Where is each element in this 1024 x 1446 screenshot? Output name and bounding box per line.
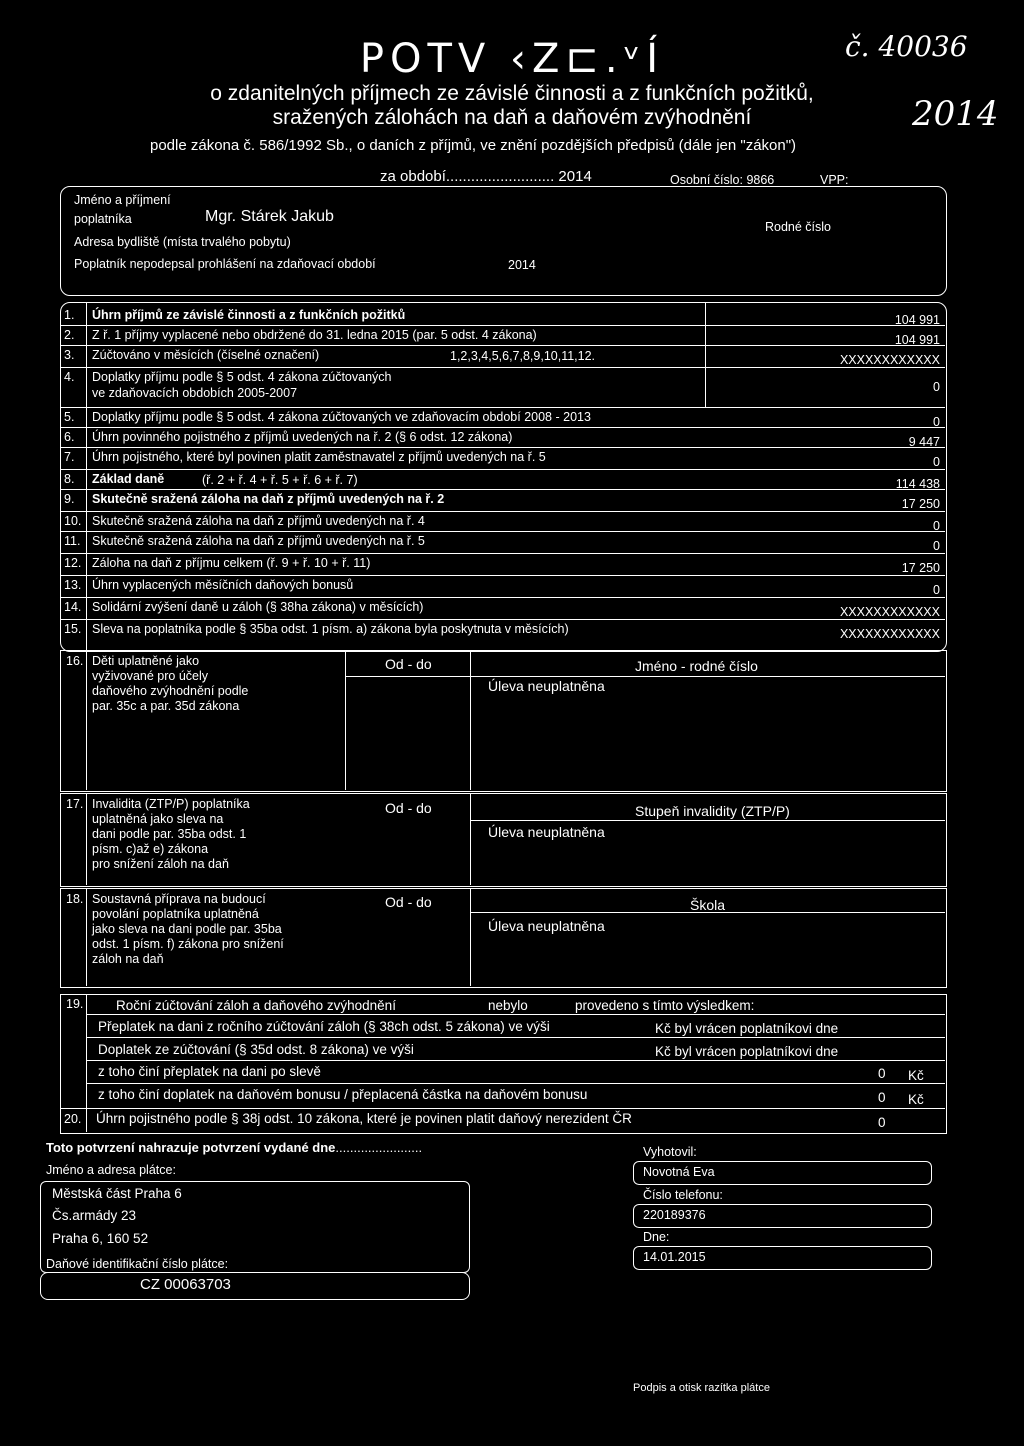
period-label: za období <box>380 168 446 185</box>
section-17-hline <box>470 820 945 821</box>
phone-value: 220189376 <box>643 1208 706 1222</box>
dic-label: Daňové identifikační číslo plátce: <box>46 1257 229 1271</box>
table-row-number: 9. <box>64 492 75 506</box>
section-19-status: nebylo <box>488 998 528 1013</box>
bonus-surcharge-text: z toho činí doplatek na daňovém bonusu / přeplacená částka na daňovém bonusu <box>98 1087 588 1102</box>
table-row-number: 15. <box>64 622 82 636</box>
table-row-number: 14. <box>64 600 82 614</box>
period-line <box>380 168 592 185</box>
made-by-value: Novotná Eva <box>643 1165 715 1179</box>
table-row-label: Úhrn příjmů ze závislé činnosti a z funkčních požitků <box>92 308 406 322</box>
table-row-number: 11. <box>64 534 81 548</box>
date-label: Dne: <box>643 1230 670 1244</box>
table-row-label: Solidární zvýšení daně u záloh (§ 38ha zákona) v měsících) <box>92 600 424 614</box>
section-17-relief: Úleva neuplatněna <box>488 824 605 840</box>
table-row-separator <box>60 427 945 428</box>
section-19-number: 19. <box>66 997 84 1011</box>
section-18-divider <box>86 888 87 986</box>
section-18-label-5: záloh na daň <box>92 952 164 966</box>
handwritten-year: 2014 <box>912 94 999 134</box>
section-16-hline <box>345 676 945 677</box>
section-20-hline <box>60 1108 945 1109</box>
section-17-label-1: Invalidita (ZTP/P) poplatníka <box>92 797 250 811</box>
period-year: 2014 <box>558 168 592 185</box>
dic-box <box>40 1272 470 1300</box>
table-row-number: 4. <box>64 370 75 384</box>
table-row-extra: (ř. 2 + ř. 4 + ř. 5 + ř. 6 + ř. 7) <box>202 473 358 487</box>
section-19-hline-3 <box>86 1060 945 1061</box>
section-17-label-5: pro snížení záloh na daň <box>92 857 229 871</box>
section-16-number: 16. <box>66 654 84 668</box>
table-row-number: 3. <box>64 348 75 362</box>
surcharge-returned: Kč byl vrácen poplatníkovi dne <box>655 1044 839 1059</box>
table-row-number: 2. <box>64 328 75 342</box>
section-19-hline-4 <box>86 1083 945 1084</box>
table-row-label: Z ř. 1 příjmy vyplacené nebo obdržené do 31. ledna 2015 (par. 5 odst. 4 zákona) <box>92 328 537 342</box>
table-row-separator <box>60 553 945 554</box>
section-18-number: 18. <box>66 892 84 906</box>
replaces-text: Toto potvrzení nahrazuje potvrzení vydané dne <box>46 1140 336 1155</box>
section-20-number: 20. <box>64 1112 82 1126</box>
section-20-text: Úhrn pojistného podle § 38j odst. 10 zákona, které je povinen platit daňový nerezident ČR <box>96 1111 632 1126</box>
table-row-value: 0 <box>933 519 940 533</box>
section-16-divider-3 <box>470 650 471 790</box>
table-row-separator <box>60 345 945 346</box>
table-row-extra: 1,2,3,4,5,6,7,8,9,10,11,12. <box>450 349 596 363</box>
table-row-number: 13. <box>64 578 82 592</box>
table-row-value: 0 <box>933 583 940 597</box>
section-16-label-2: vyživované pro účely <box>92 669 209 683</box>
section-18-divider-2 <box>470 888 471 986</box>
payer-line-3: Praha 6, 160 52 <box>52 1231 149 1246</box>
personal-number-value: 9866 <box>746 173 775 187</box>
section-16-name-column: Jméno - rodné číslo <box>635 658 758 674</box>
table-row-number: 1. <box>64 308 75 322</box>
section-17-divider <box>86 793 87 885</box>
made-by-label: Vyhotovil: <box>643 1145 697 1159</box>
section-17-label-2: uplatněná jako sleva na <box>92 812 224 826</box>
table-row-label: Úhrn pojistného, které byl povinen platit zaměstnavatel z příjmů uvedených na ř. 5 <box>92 450 546 464</box>
table-row-value: 17 250 <box>901 561 940 575</box>
tax-overpayment-currency: Kč <box>908 1068 924 1083</box>
birth-number-label: Rodné číslo <box>765 220 832 234</box>
table-row-value: 9 447 <box>908 435 940 449</box>
section-19-result: provedeno s tímto výsledkem: <box>575 998 755 1013</box>
declaration-label: Poplatník nepodepsal prohlášení na zdaňovací období <box>74 257 376 271</box>
section-19-text: Roční zúčtování záloh a daňového zvýhodnění <box>116 998 396 1013</box>
section-17-od-do: Od - do <box>385 800 432 816</box>
section-17-number: 17. <box>66 797 84 811</box>
phone-label: Číslo telefonu: <box>643 1188 723 1202</box>
bonus-surcharge-currency: Kč <box>908 1092 924 1107</box>
vpp-label: VPP: <box>820 173 849 187</box>
table-row-separator <box>60 511 945 512</box>
table-row-label: Úhrn vyplacených měsíčních daňových bonusů <box>92 578 354 592</box>
section-18-school-column: Škola <box>690 897 726 913</box>
overpayment-text: Přeplatek na dani z ročního zúčtování záloh (§ 38ch odst. 5 zákona) ve výši <box>98 1019 550 1034</box>
table-row-separator <box>60 531 945 532</box>
section-16-label-1: Děti uplatněné jako <box>92 654 200 668</box>
law-reference: podle zákona č. 586/1992 Sb., o daních z příjmů, ve znění pozdějších předpisů (dále jen "zákon") <box>150 137 797 154</box>
section-20-value: 0 <box>878 1115 886 1130</box>
document-subtitle-1: o zdanitelných příjmech ze závislé činnosti a z funkčních požitků, <box>210 82 814 105</box>
section-18-od-do: Od - do <box>385 894 432 910</box>
table-row-value: 0 <box>933 539 940 553</box>
section-16-relief: Úleva neuplatněna <box>488 678 605 694</box>
period-dots: .......................... <box>445 168 555 185</box>
section-17-label-3: dani podle par. 35ba odst. 1 <box>92 827 247 841</box>
document-subtitle-2: sražených zálohách na daň a daňovém zvýhodnění <box>272 106 752 129</box>
name-label-1: Jméno a příjmení <box>74 193 171 207</box>
section-16-label-4: par. 35c a par. 35d zákona <box>92 699 240 713</box>
table-row-label: Skutečně sražená záloha na daň z příjmů uvedených na ř. 5 <box>92 534 425 548</box>
table-row-label: Zúčtováno v měsících (číselné označení) <box>92 348 320 362</box>
section-16-divider-2 <box>345 650 346 790</box>
table-row-separator <box>60 367 945 368</box>
table-row-value: 0 <box>933 415 940 429</box>
table-row-value: 114 438 <box>895 477 940 491</box>
table-row-separator <box>60 447 945 448</box>
dic-value: CZ 00063703 <box>140 1276 231 1293</box>
section-18-label-2: povolání poplatníka uplatněná <box>92 907 259 921</box>
personal-number <box>670 173 774 187</box>
table-row-number: 7. <box>64 450 75 464</box>
section-17-label-4: písm. c)až e) zákona <box>92 842 209 856</box>
bonus-surcharge-value: 0 <box>878 1090 886 1105</box>
declaration-year: 2014 <box>508 258 536 272</box>
tax-overpayment-text: z toho činí přeplatek na dani po slevě <box>98 1064 321 1079</box>
tax-overpayment-value: 0 <box>878 1066 886 1081</box>
table-row-value: 104 991 <box>894 313 940 327</box>
table-row-number: 8. <box>64 472 75 486</box>
address-label: Adresa bydliště (místa trvalého pobytu) <box>74 235 291 249</box>
section-16-label-3: daňového zvýhodnění podle <box>92 684 249 698</box>
table-row-separator <box>60 597 945 598</box>
section-18-label-4: odst. 1 písm. f) zákona pro snížení <box>92 937 284 951</box>
table-row-separator <box>60 325 945 326</box>
table-row-label: Úhrn povinného pojistného z příjmů uvedených na ř. 2 (§ 6 odst. 12 zákona) <box>92 430 513 444</box>
table-row-label: Doplatky příjmu podle § 5 odst. 4 zákona zúčtovaných <box>92 370 392 384</box>
table-row-label: Základ daně <box>92 472 165 486</box>
table-row-value: 17 250 <box>901 497 940 511</box>
section-19-hline-1 <box>86 1014 945 1015</box>
table-row-separator <box>60 575 945 576</box>
section-18-relief: Úleva neuplatněna <box>488 918 605 934</box>
section-17-divider-2 <box>470 793 471 885</box>
replaces-dots: ........................ <box>335 1140 423 1155</box>
table-row-label-line-2: ve zdaňovacích obdobích 2005-2007 <box>92 386 298 400</box>
section-18-label-3: jako sleva na dani podle par. 35ba <box>92 922 282 936</box>
name-label-2: poplatníka <box>74 212 132 226</box>
table-row-value: XXXXXXXXXXXX <box>839 353 940 367</box>
personal-number-label: Osobní číslo: <box>670 173 743 187</box>
replaces-line <box>46 1140 422 1155</box>
table-row-number: 5. <box>64 410 75 424</box>
table-row-separator <box>60 619 945 620</box>
table-row-value: 0 <box>933 380 940 394</box>
section-17-degree-column: Stupeň invalidity (ZTP/P) <box>635 803 790 819</box>
table-row-value: XXXXXXXXXXXX <box>839 605 940 619</box>
table-row-label: Doplatky příjmu podle § 5 odst. 4 zákona zúčtovaných ve zdaňovacím období 2008 - 2013 <box>92 410 591 424</box>
section-18-label-1: Soustavná příprava na budoucí <box>92 892 266 906</box>
table-row-label: Skutečně sražená záloha na daň z příjmů uvedených na ř. 2 <box>92 492 445 506</box>
table-row-label: Záloha na daň z příjmu celkem (ř. 9 + ř. 10 + ř. 11) <box>92 556 371 570</box>
table-row-value: 0 <box>933 455 940 469</box>
table-row-label: Skutečně sražená záloha na daň z příjmů uvedených na ř. 4 <box>92 514 425 528</box>
signature-label: Podpis a otisk razítka plátce <box>633 1382 770 1394</box>
table-row-number: 10. <box>64 514 82 528</box>
table-row-label: Sleva na poplatníka podle § 35ba odst. 1 písm. a) zákona byla poskytnuta v měsících) <box>92 622 569 636</box>
payer-line-2: Čs.armády 23 <box>52 1208 137 1223</box>
document-title: POTV ‹Z⊏.ᵛÍ <box>359 36 665 82</box>
table-row-value: 104 991 <box>894 333 940 347</box>
table-row-separator <box>60 407 945 408</box>
section-16-od-do: Od - do <box>385 656 432 672</box>
payer-line-1: Městská část Praha 6 <box>52 1186 182 1201</box>
surcharge-text: Doplatek ze zúčtování (§ 35d odst. 8 zákona) ve výši <box>98 1042 414 1057</box>
table-row-number: 6. <box>64 430 75 444</box>
table-row-value: XXXXXXXXXXXX <box>839 627 940 641</box>
handwritten-number: č. 40036 <box>845 30 968 63</box>
taxpayer-name: Mgr. Stárek Jakub <box>205 208 334 225</box>
table-row-number: 12. <box>64 556 82 570</box>
payer-label: Jméno a adresa plátce: <box>46 1163 176 1177</box>
table-row-separator <box>60 469 945 470</box>
table-row-separator <box>60 489 945 490</box>
overpayment-returned: Kč byl vrácen poplatníkovi dne <box>655 1021 839 1036</box>
section-19-hline-2 <box>86 1037 945 1038</box>
date-value: 14.01.2015 <box>643 1250 706 1264</box>
section-16-divider <box>86 650 87 790</box>
